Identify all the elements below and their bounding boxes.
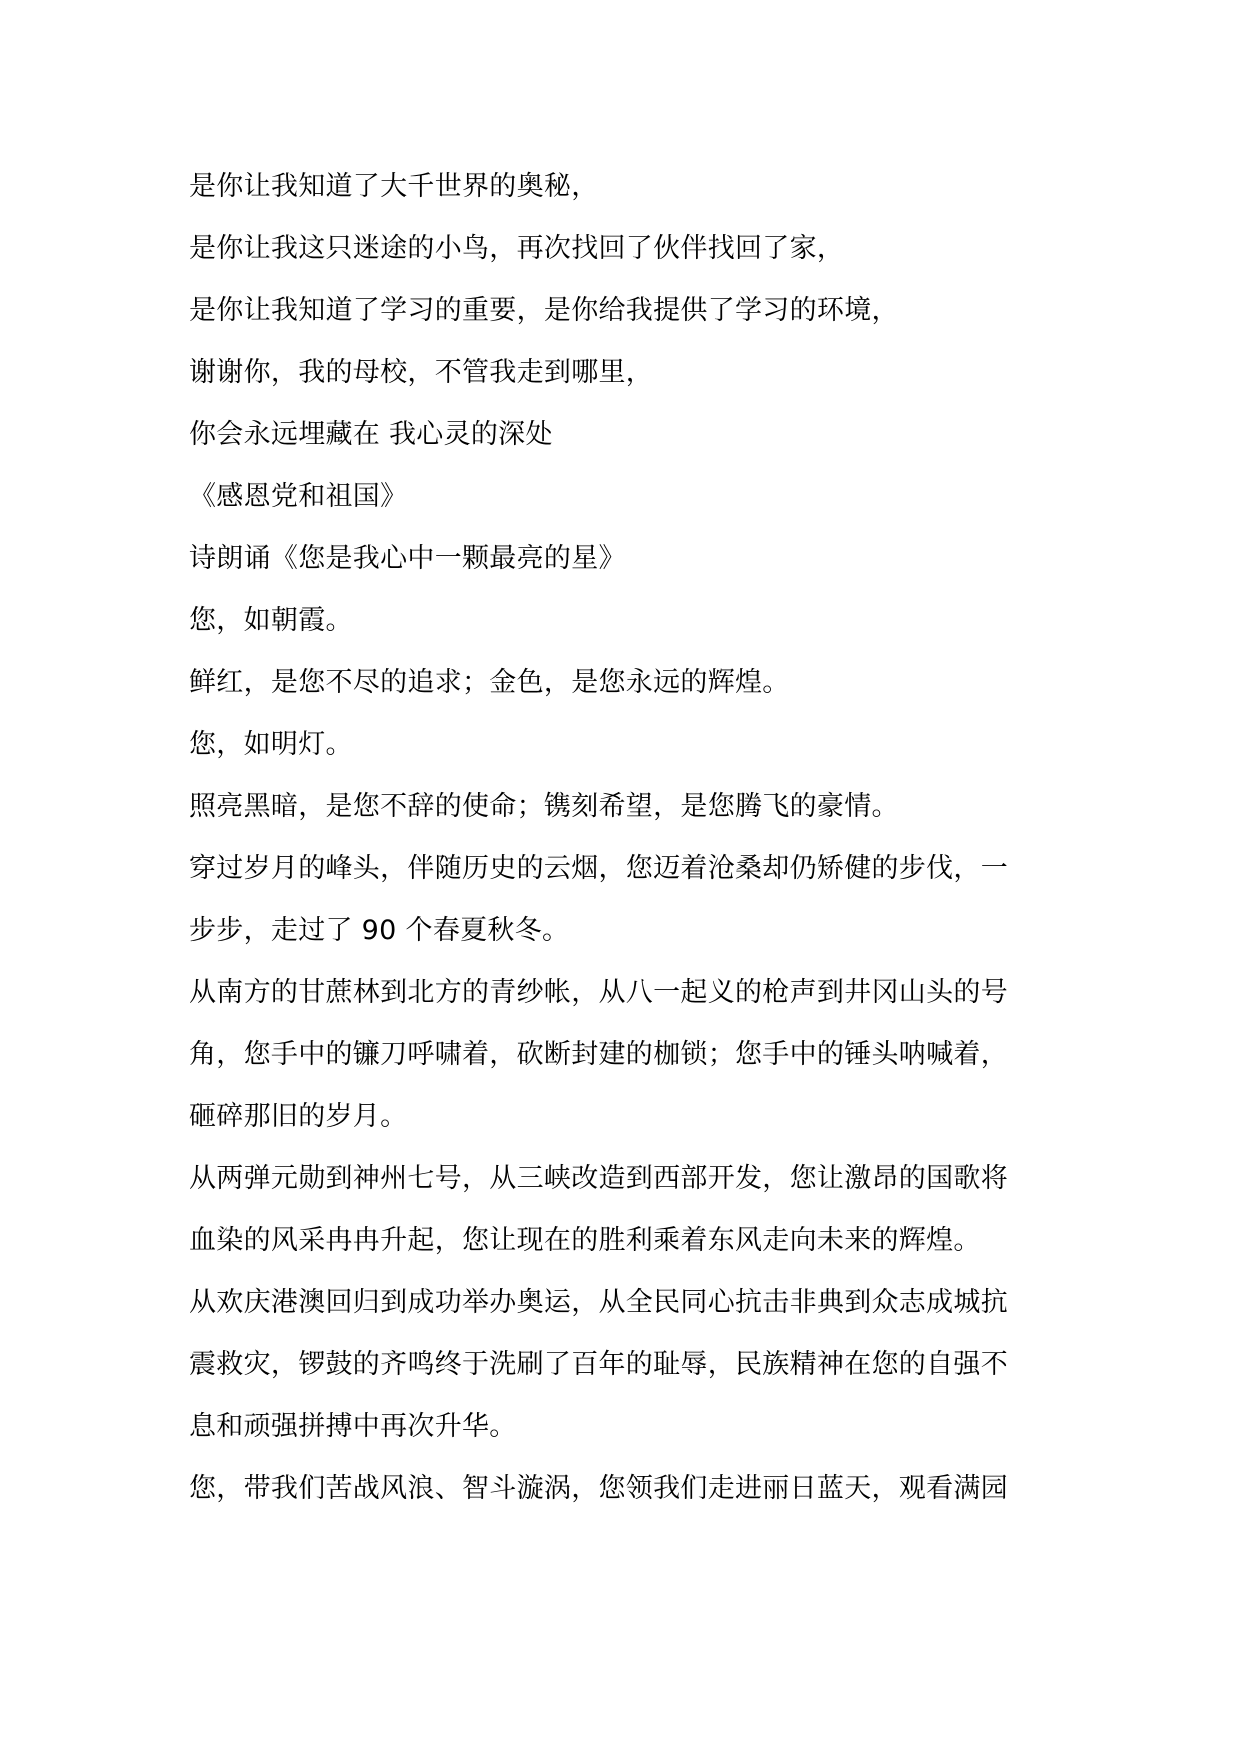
text-line: 你会永远埋藏在 我心灵的深处: [189, 419, 553, 450]
text-line: 是你让我知道了学习的重要，是你给我提供了学习的环境，: [189, 295, 899, 326]
text-line: 血染的风采冉冉升起，您让现在的胜利乘着东风走向未来的辉煌。: [189, 1225, 981, 1256]
text-line: 砸碎那旧的岁月。: [189, 1101, 408, 1132]
text-line: 息和顽强拼搏中再次升华。: [189, 1411, 517, 1442]
text-line: 震救灾，锣鼓的齐鸣终于洗刷了百年的耻辱，民族精神在您的自强不: [189, 1349, 1008, 1380]
poem-title: 诗朗诵《您是我心中一颗最亮的星》: [189, 543, 626, 574]
text-line: 谢谢你，我的母校，不管我走到哪里，: [189, 357, 654, 388]
text-line: 从南方的甘蔗林到北方的青纱帐，从八一起义的枪声到井冈山头的号: [189, 977, 1008, 1008]
text-line: 步步，走过了 90 个春夏秋冬。: [189, 915, 570, 946]
text-line: 穿过岁月的峰头，伴随历史的云烟，您迈着沧桑却仍矫健的步伐，一: [189, 853, 1008, 884]
text-line: 鲜红，是您不尽的追求；金色，是您永远的辉煌。: [189, 667, 790, 698]
text-line: 照亮黑暗，是您不辞的使命；镌刻希望，是您腾飞的豪情。: [189, 791, 899, 822]
text-line: 您，如朝霞。: [189, 605, 353, 636]
body-text: [189, 156, 1069, 1520]
text-line: 角，您手中的镰刀呼啸着，砍断封建的枷锁；您手中的锤头呐喊着，: [189, 1039, 1008, 1070]
text-line: 是你让我这只迷途的小鸟，再次找回了伙伴找回了家，: [189, 233, 845, 264]
section-title: 《感恩党和祖国》: [189, 481, 408, 512]
text-line: 从两弹元勋到神州七号，从三峡改造到西部开发，您让激昂的国歌将: [189, 1163, 1008, 1194]
text-line: 您，带我们苦战风浪、智斗漩涡，您领我们走进丽日蓝天，观看满园: [189, 1473, 1008, 1504]
text-line: 从欢庆港澳回归到成功举办奥运，从全民同心抗击非典到众志成城抗: [189, 1287, 1008, 1318]
text-line: 是你让我知道了大千世界的奥秘，: [189, 171, 599, 202]
text-line: 您，如明灯。: [189, 729, 353, 760]
